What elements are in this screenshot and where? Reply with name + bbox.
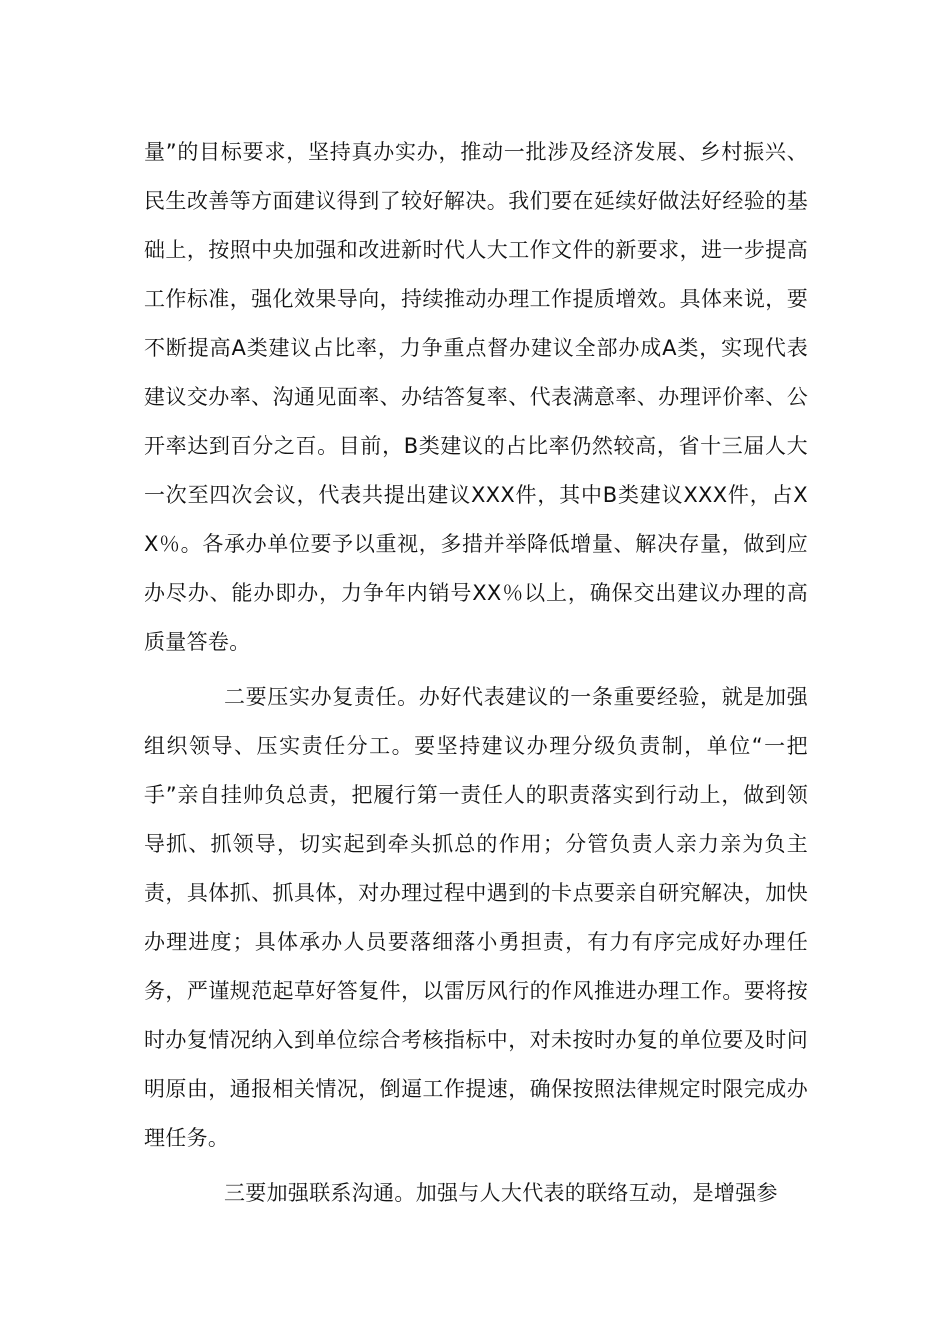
document-page xyxy=(144,128,808,1218)
paragraph-3: 三要加强联系沟通。加强与人大代表的联络互动，是增强参 xyxy=(224,1181,778,1205)
paragraph-1: 量”的目标要求，坚持真办实办，推动一批涉及经济发展、乡村振兴、民生改善等方面建议得到了较好解决。我们要在延续好做法好经验的基础上，按照中央加强和改进新时代人大工作文件的新要求，进一步提高工作标准，强化效果导向，持续推动办理工作提质增效。具体来说，要不断提高A类建议占比率，力争重点督办建议全部办成A类，实现代表建议交办率、沟通见面率、办结答复率、代表满意率、办理评价率、公开率达到百分之百。目前，B类建议的占比率仍然较高，省十三届人大一次至四次会议，代表共提出建议XXX件，其中B类建议XXX件，占XX％。各承办单位要予以重视，多措并举降低增量、解决存量，做到应办尽办、能办即办，力争年内销号XX％以上，确保交出建议办理的高质量答卷。 xyxy=(144,140,808,654)
paragraph-2: 二要压实办复责任。办好代表建议的一条重要经验，就是加强组织领导、压实责任分工。要坚持建议办理分级负责制，单位“一把手”亲自挂帅负总责，把履行第一责任人的职责落实到行动上，做到领导抓、抓领导，切实起到牵头抓总的作用；分管负责人亲力亲为负主责，具体抓、抓具体，对办理过程中遇到的卡点要亲自研究解决，加快办理进度；具体承办人员要落细落小勇担责，有力有序完成好办理任务，严谨规范起草好答复件，以雷厉风行的作风推进办理工作。要将按时办复情况纳入到单位综合考核指标中，对未按时办复的单位要及时问明原由，通报相关情况，倒逼工作提速，确保按照法律规定时限完成办理任务。 xyxy=(144,685,808,1150)
